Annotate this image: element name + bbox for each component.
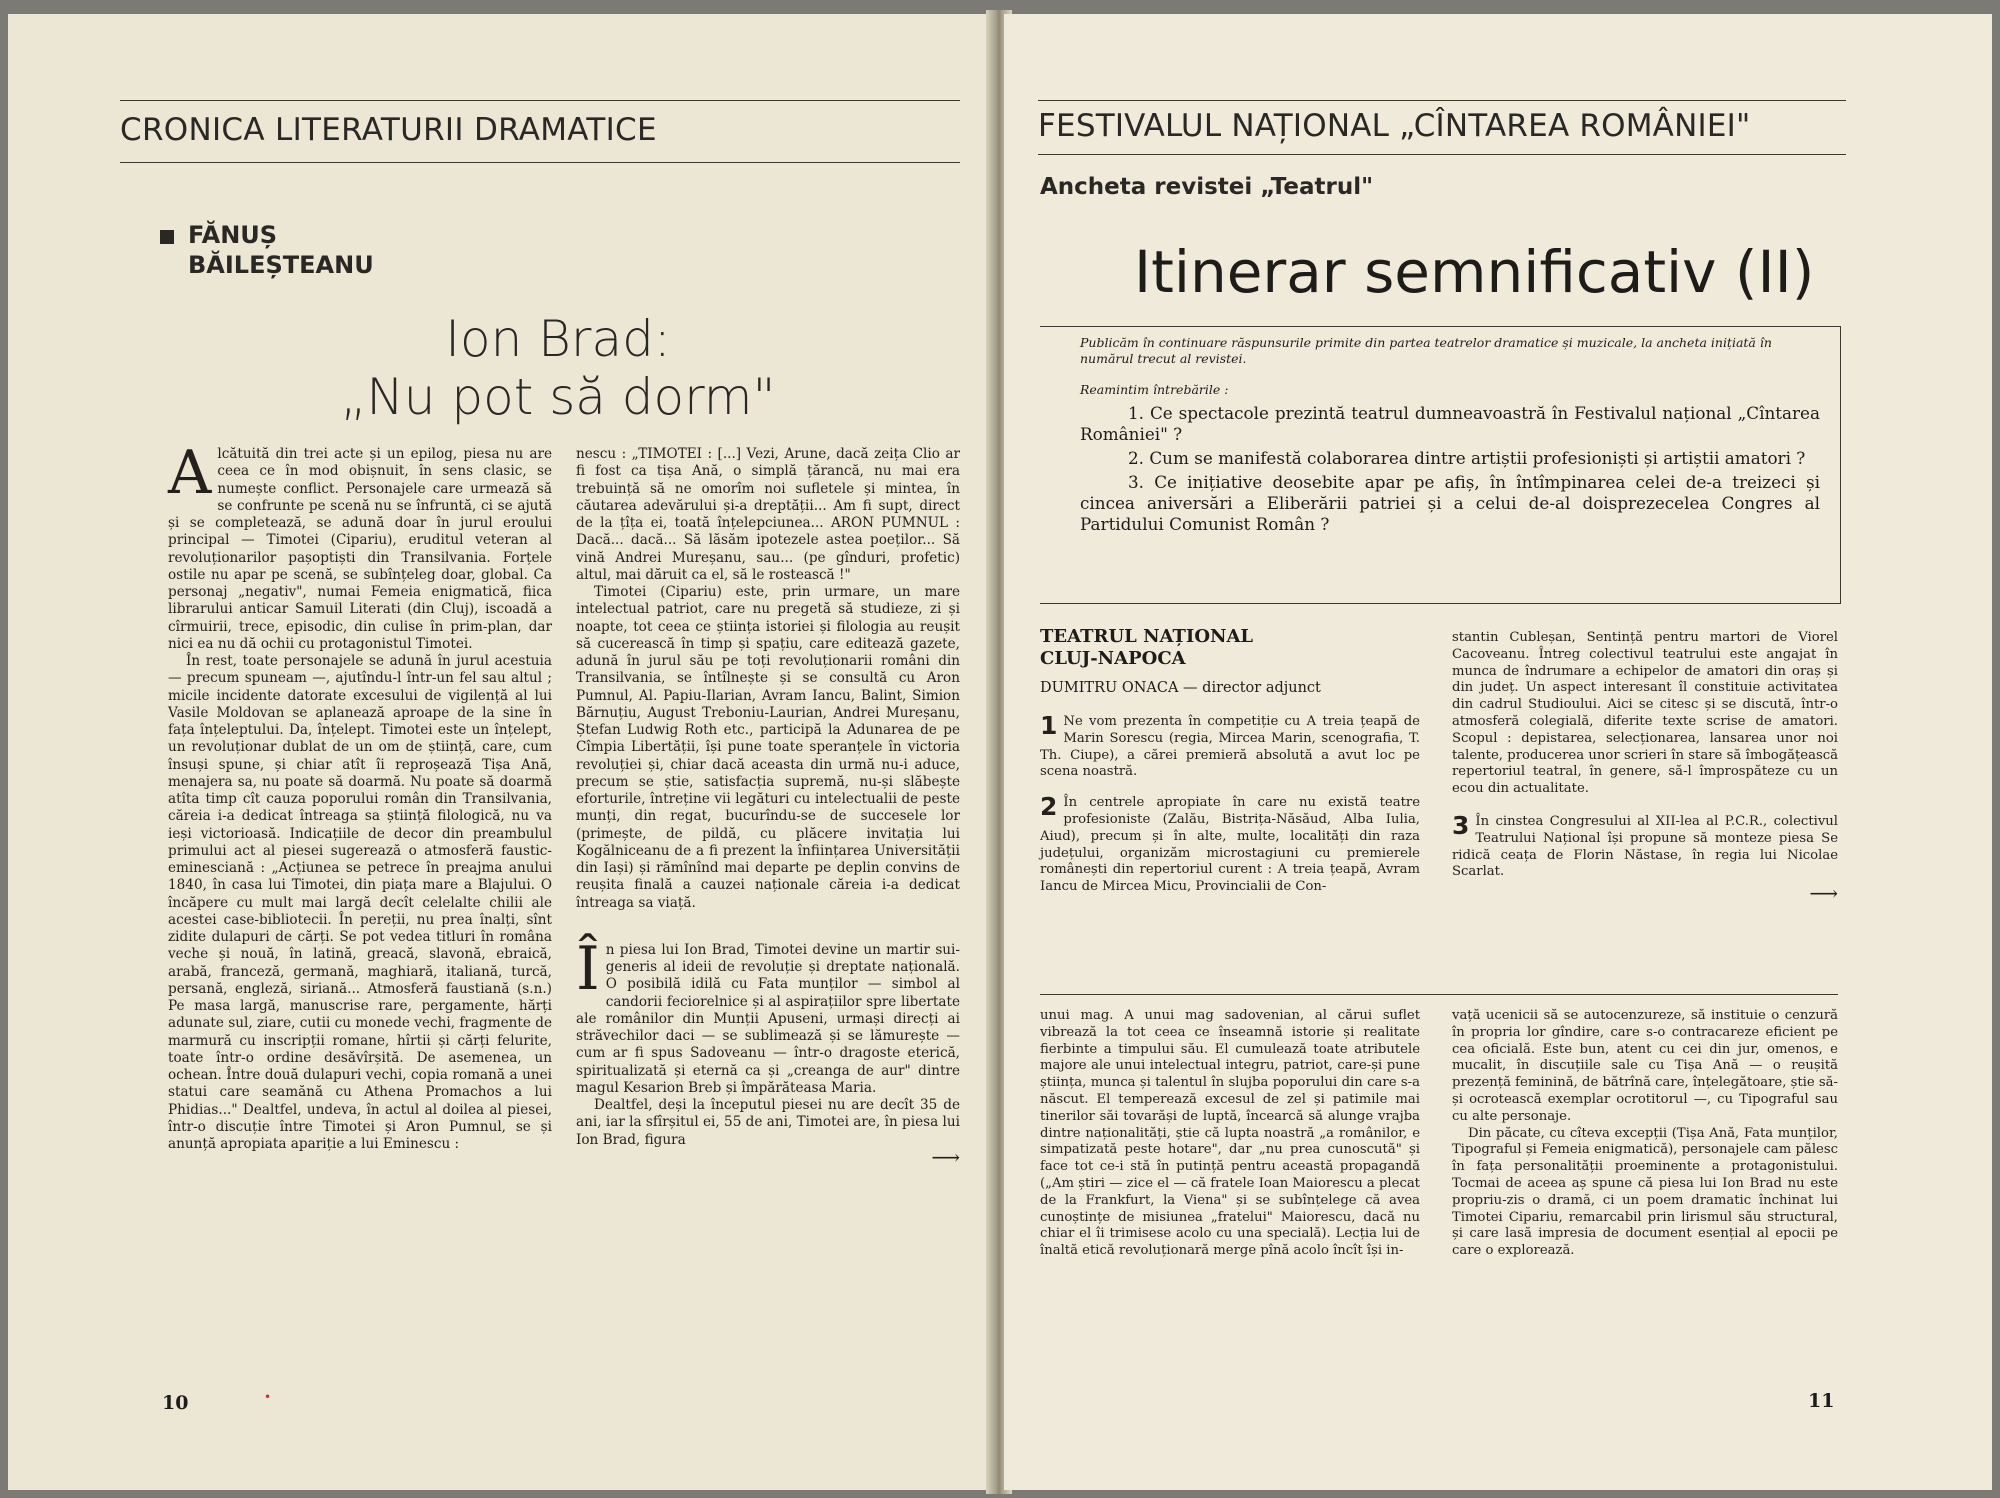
- answer-2-continued: stantin Cubleșan, Sentință pentru martori de Viorel Cacoveanu. Întreg colectivul teatrului este angajat în munca de îndrumare a echipelor de amatori din oraș și din județ. Un aspect interesant îl constituie activitatea din cadrul Studioului. Aici se citesc și se discută, într-o atmosferă colegială, diferite texte scrise de amatori. Scopul : depistarea, selecționarea, lansarea unor noi talente, producerea unor scrieri în stare să îmbogățească repertoriul teatral, în genere, să-l împrospăteze cu un ecou din actualitate.: [1452, 630, 1838, 797]
- theatre-name-line1: TEATRUL NAȚIONAL: [1040, 626, 1254, 647]
- right-page: [1004, 14, 1992, 1490]
- article-title: Itinerar semnificativ (II): [1134, 238, 1815, 306]
- paragraph: nescu : „TIMOTEI : [...] Vezi, Arune, dacă zeița Clio ar fi fost ca tișa Ană, o simplă țărancă, nu mai era trebuință să ne omorîm noi sufletele și mintea, în căutarea adevărului și-a dreptății... Am fi supt, direct de la țîța ei, toată înțelepciunea... ARON PUMNUL : Dacă... dacă... Să lăsăm ipotezele astea poeților... Să vină Andrei Mureșanu, sau... (pe gînduri, profetic) altul, mai dăruit ca el, să le rostească !": [576, 446, 960, 583]
- paragraph: Alcătuită din trei acte și un epilog, piesa nu are ceea ce în mod obișnuit, în sens clasic, se numește conflict. Personajele care urmează să se confrunte pe scenă nu se înfruntă, ci se ajută și se completează, se adună doar în jurul eroului principal — Timotei (Cipariu), eruditul veteran al revoluționarilor pașoptiști din Transilvania. Forțele ostile nu apar pe scenă, se subînțeleg doar, global. Ca personaj „negativ", numai Femeia enigmatică, fiica librarului anticar Samuil Literati (din Cluj), iscoadă a cîrmuirii, trece, episodic, din culise în prim-plan, dar nici ea nu dă ochii cu protagonistul Timotei.: [168, 438, 552, 652]
- answer-number: 2: [1040, 792, 1058, 822]
- text-column-2: [576, 446, 960, 1366]
- article-title-line2: „Nu pot să dorm": [340, 368, 776, 426]
- paragraph: vață ucenicii să se autocenzureze, să instituie o cenzură în propria lor gîndire, care s-o contracareze eficient pe cea oficială. Este bun, atent cu cei din jur, omenos, e mucalit, în discuțiile sale cu Tișa Ană — o reușită prezență feminină, de bătrînă care, înțelegătoare, știe să-și ocrotească exemplar ocrotitorul —, cu Tipograful sau cu alte personaje.: [1452, 1008, 1838, 1124]
- answer-number: 3: [1452, 810, 1470, 840]
- festival-rule: [1038, 154, 1846, 155]
- separator-rule: [1040, 994, 1838, 995]
- paragraph: În rest, toate personajele se adună în jurul acestuia — precum spuneam —, ajutîndu-l într-un fel sau altul ; micile incidente datorate excesului de vigilență al lui Vasile Moldovan se aplanează aproape de la sine în fața înțeleptului. Da, înțelept. Timotei este un înțelept, un revoluționar dublat de un om de știință, care, cum însuși spune, și chiar atît îi reproșează Tișa Ană, menajera sa, nu poate să doarmă. Nu poate să doarmă atîta timp cît cauza poporului român din Transilvania, căreia i-a dedicat întreaga sa știință filologică, nu va ieși victorioasă. Indicațiile de decor din preambulul primului act al piesei sugerează o atmosferă faustic-eminesciană : „Acțiunea se petrece în preajma anului 1840, în casa lui Timotei, din piața mare a Blajului. O încăpere cu mult mai largă decît celelalte chilii ale acestei case-bibliotecii. În pereții, nu prea înalți, sînt zidite dulapuri de cărți. Se pot vedea titluri în româna veche și nouă, în latină, greacă, slavonă, ebraică, arabă, franceză, germană, maghiară, italiană, turcă, persană, engleză, siriană... Atmosferă faustiană (s.n.) Pe masa largă, manuscrise rare, pergamente, hărți adunate sul, ziare, cutii cu monede vechi, fragmente de marmură cu inscripții romane, hîrtii și cărți felurite, toate într-o ordine desăvîrșită. De asemenea, un ochean. Între două dulapuri vechi, copia romană a unei statui care seamănă cu Athena Promachos a lui Phidias..." Dealtfel, undeva, în actul al doilea al piesei, într-o discuție între Timotei și Aron Pumnul, se și anunță apropiata apariție a lui Eminescu :: [168, 653, 552, 1152]
- answer-number: 1: [1040, 711, 1058, 740]
- top-rule: [120, 100, 960, 101]
- drop-cap: Î: [576, 933, 600, 1004]
- questions-list: [1080, 379, 1820, 538]
- answers-column-2: [1452, 630, 1838, 976]
- continued-arrow-icon: ⟶: [1809, 881, 1838, 906]
- lower-column-2: [1452, 1008, 1838, 1368]
- section-title: CRONICA LITERATURII DRAMATICE: [120, 112, 657, 148]
- paragraph: Din păcate, cu cîteva excepții (Tișa Ană, Fata munților, Tipograful și Femeia enigmatică), personajele cam pălesc în fața personalității proeminente a protagonistului. Tocmai de aceea aș spune că piesa lui Ion Brad nu este propriu-zis o dramă, ci un poem dramatic închinat lui Timotei Cipariu, remarcabil prin lirismul său structural, și care lasă impresia de document esențial al epocii pe care o explorează.: [1452, 1125, 1838, 1259]
- drop-cap: A: [168, 438, 212, 508]
- answer-1: 1 Ne vom prezenta în competiție cu A treia țeapă de Marin Sorescu (regia, Mircea Marin, scenografia, T. Th. Ciupe), a cărei premieră absolută a avut loc pe scena noastră.: [1040, 711, 1420, 780]
- paragraph: În piesa lui Ion Brad, Timotei devine un martir sui-generis al ideii de revoluție și dreptate națională. O posibilă idilă cu Fata munților — simbol al candorii feciorelnice și al aspirațiilor spre libertate ale românilor din Munții Apuseni, urmași direcți ai străvechilor daci — se sublimează și se lămurește — cum ar fi spus Sadoveanu — într-o dragoste eterică, spiritualizată și eternă ca și „creanga de aur" dintre magul Kesarion Breb și împărăteasa Maria.: [576, 933, 960, 1096]
- page-number: 11: [1808, 1390, 1835, 1412]
- continued-arrow-icon: ⟶: [931, 1144, 960, 1169]
- theatre-name-line2: CLUJ-NAPOCA: [1040, 648, 1186, 669]
- article-title: [298, 310, 818, 426]
- page-number: 10: [162, 1392, 189, 1414]
- article-title-line1: Ion Brad:: [445, 310, 671, 368]
- section-rule: [120, 162, 960, 163]
- author-last-name: BĂILEȘTEANU: [188, 251, 374, 279]
- director: DUMITRU ONACA — director adjunct: [1040, 680, 1321, 696]
- author-first-name: FĂNUȘ: [188, 221, 278, 249]
- author: [188, 220, 374, 280]
- paragraph: Dealtfel, deși la începutul piesei nu are decît 35 de ani, iar la sfîrșitul ei, 55 de ani, Timotei are, în piesa lui Ion Brad, figura: [576, 1097, 960, 1148]
- lower-column-1: [1040, 1008, 1420, 1368]
- theatre-name: [1040, 626, 1253, 670]
- question-3: 3. Ce inițiative deosebite apar pe afiș, în întîmpinarea celei de-a treizeci și cincea aniversări a Eliberării patriei și a celui de-al doisprezecelea Congres al Partidului Comunist Român ?: [1080, 472, 1820, 534]
- dot: •: [264, 1390, 272, 1404]
- text-column-1: [168, 438, 552, 1366]
- reminder: Reamintim întrebările :: [1080, 382, 1229, 397]
- survey-title: Ancheta revistei „Teatrul": [1040, 174, 1374, 200]
- answers-column-1: [1040, 711, 1420, 984]
- festival-title: FESTIVALUL NAȚIONAL „CÎNTAREA ROMÂNIEI": [1038, 108, 1751, 144]
- box-intro: Publicăm în continuare răspunsurile primite din partea teatrelor dramatice și muzicale, la ancheta inițiată în numărul trecut al revistei.: [1080, 335, 1772, 366]
- left-page: [8, 14, 992, 1490]
- paragraph: Timotei (Cipariu) este, prin urmare, un mare intelectual patriot, care nu pregetă să studieze, zi și noapte, tot ceea ce știința istoriei și filologia au reușit să cucerească în timp și spațiu, care editează gazete, adună în jurul său pe toți revoluționarii români din Transilvania, se întîlnește și se consultă cu Aron Pumnul, Al. Papiu-Ilarian, Avram Iancu, Balint, Simion Bărnuțiu, August Treboniu-Laurian, Andrei Mureșanu, Ștefan Ludwig Roth etc., participă la Adunarea de pe Cîmpia Libertății, își pune toate speranțele în victoria revoluției și, chiar dacă aceasta din urmă nu-i aduce, precum se știe, satisfacția supremă, nu-și slăbește eforturile, întreține vii legături cu intelectualii de peste munți, din regat, bucurîndu-se de succesele lor (primește, de pildă, cu plăcere invitația lui Kogălniceanu de a fi prezent la înființarea Universității din Iași) și rămînînd mai departe pe deplin convins de reușita finală a cauzei naționale căreia i-a dedicat întreaga sa viață.: [576, 584, 960, 911]
- questions-box: [1040, 326, 1841, 604]
- top-rule: [1038, 100, 1846, 101]
- paragraph: unui mag. A unui mag sadovenian, al cărui suflet vibrează la tot ceea ce înseamnă istorie și realitate fierbinte a timpului său. El cumulează toate atributele majore ale unui intelectual integru, patriot, care-și pune știința, munca și talentul în slujba poporului din care s-a născut. El temperează excesul de zel și patimile mai tinerilor săi tovarăși de luptă, încearcă să alunge vrajba dintre naționalități, știe că lupta noastră „a românilor, e simpatizată peste hotare", dar „nu prea cunoscută" și face tot ce-i stă în putință pentru această propagandă („Am știri — zice el — că fratele Ioan Maiorescu a plecat de la Frankfurt, la Viena" și se subînțelege că avea cunoștințe de misiunea „fratelui" Maiorescu, dacă nu chiar el îi trimisese acolo cu una specială). Lecția lui de înaltă etică revoluționară merge pînă acolo încît își in-: [1040, 1008, 1420, 1259]
- answer-3: 3 În cinstea Congresului al XII-lea al P.C.R., colectivul Teatrului Național își propune să monteze piesa Se ridică ceața de Florin Năstase, în regia lui Nicolae Scarlat.: [1452, 810, 1838, 880]
- square-bullet-icon: [160, 230, 174, 244]
- question-2: 2. Cum se manifestă colaborarea dintre artiștii profesioniști și artiștii amatori ?: [1128, 448, 1806, 468]
- answer-2: 2 În centrele apropiate în care nu există teatre profesioniste (Zalău, Bistrița-Năsăud, Alba Iulia, Aiud), precum și în alte, multe, localități din raza județului, organizăm microstagiuni cu premierele românești din repertoriul curent : A treia țeapă, Avram Iancu de Mircea Micu, Provincialii de Con-: [1040, 792, 1420, 895]
- question-1: 1. Ce spectacole prezintă teatrul dumneavoastră în Festivalul național „Cîntarea României" ?: [1080, 403, 1820, 444]
